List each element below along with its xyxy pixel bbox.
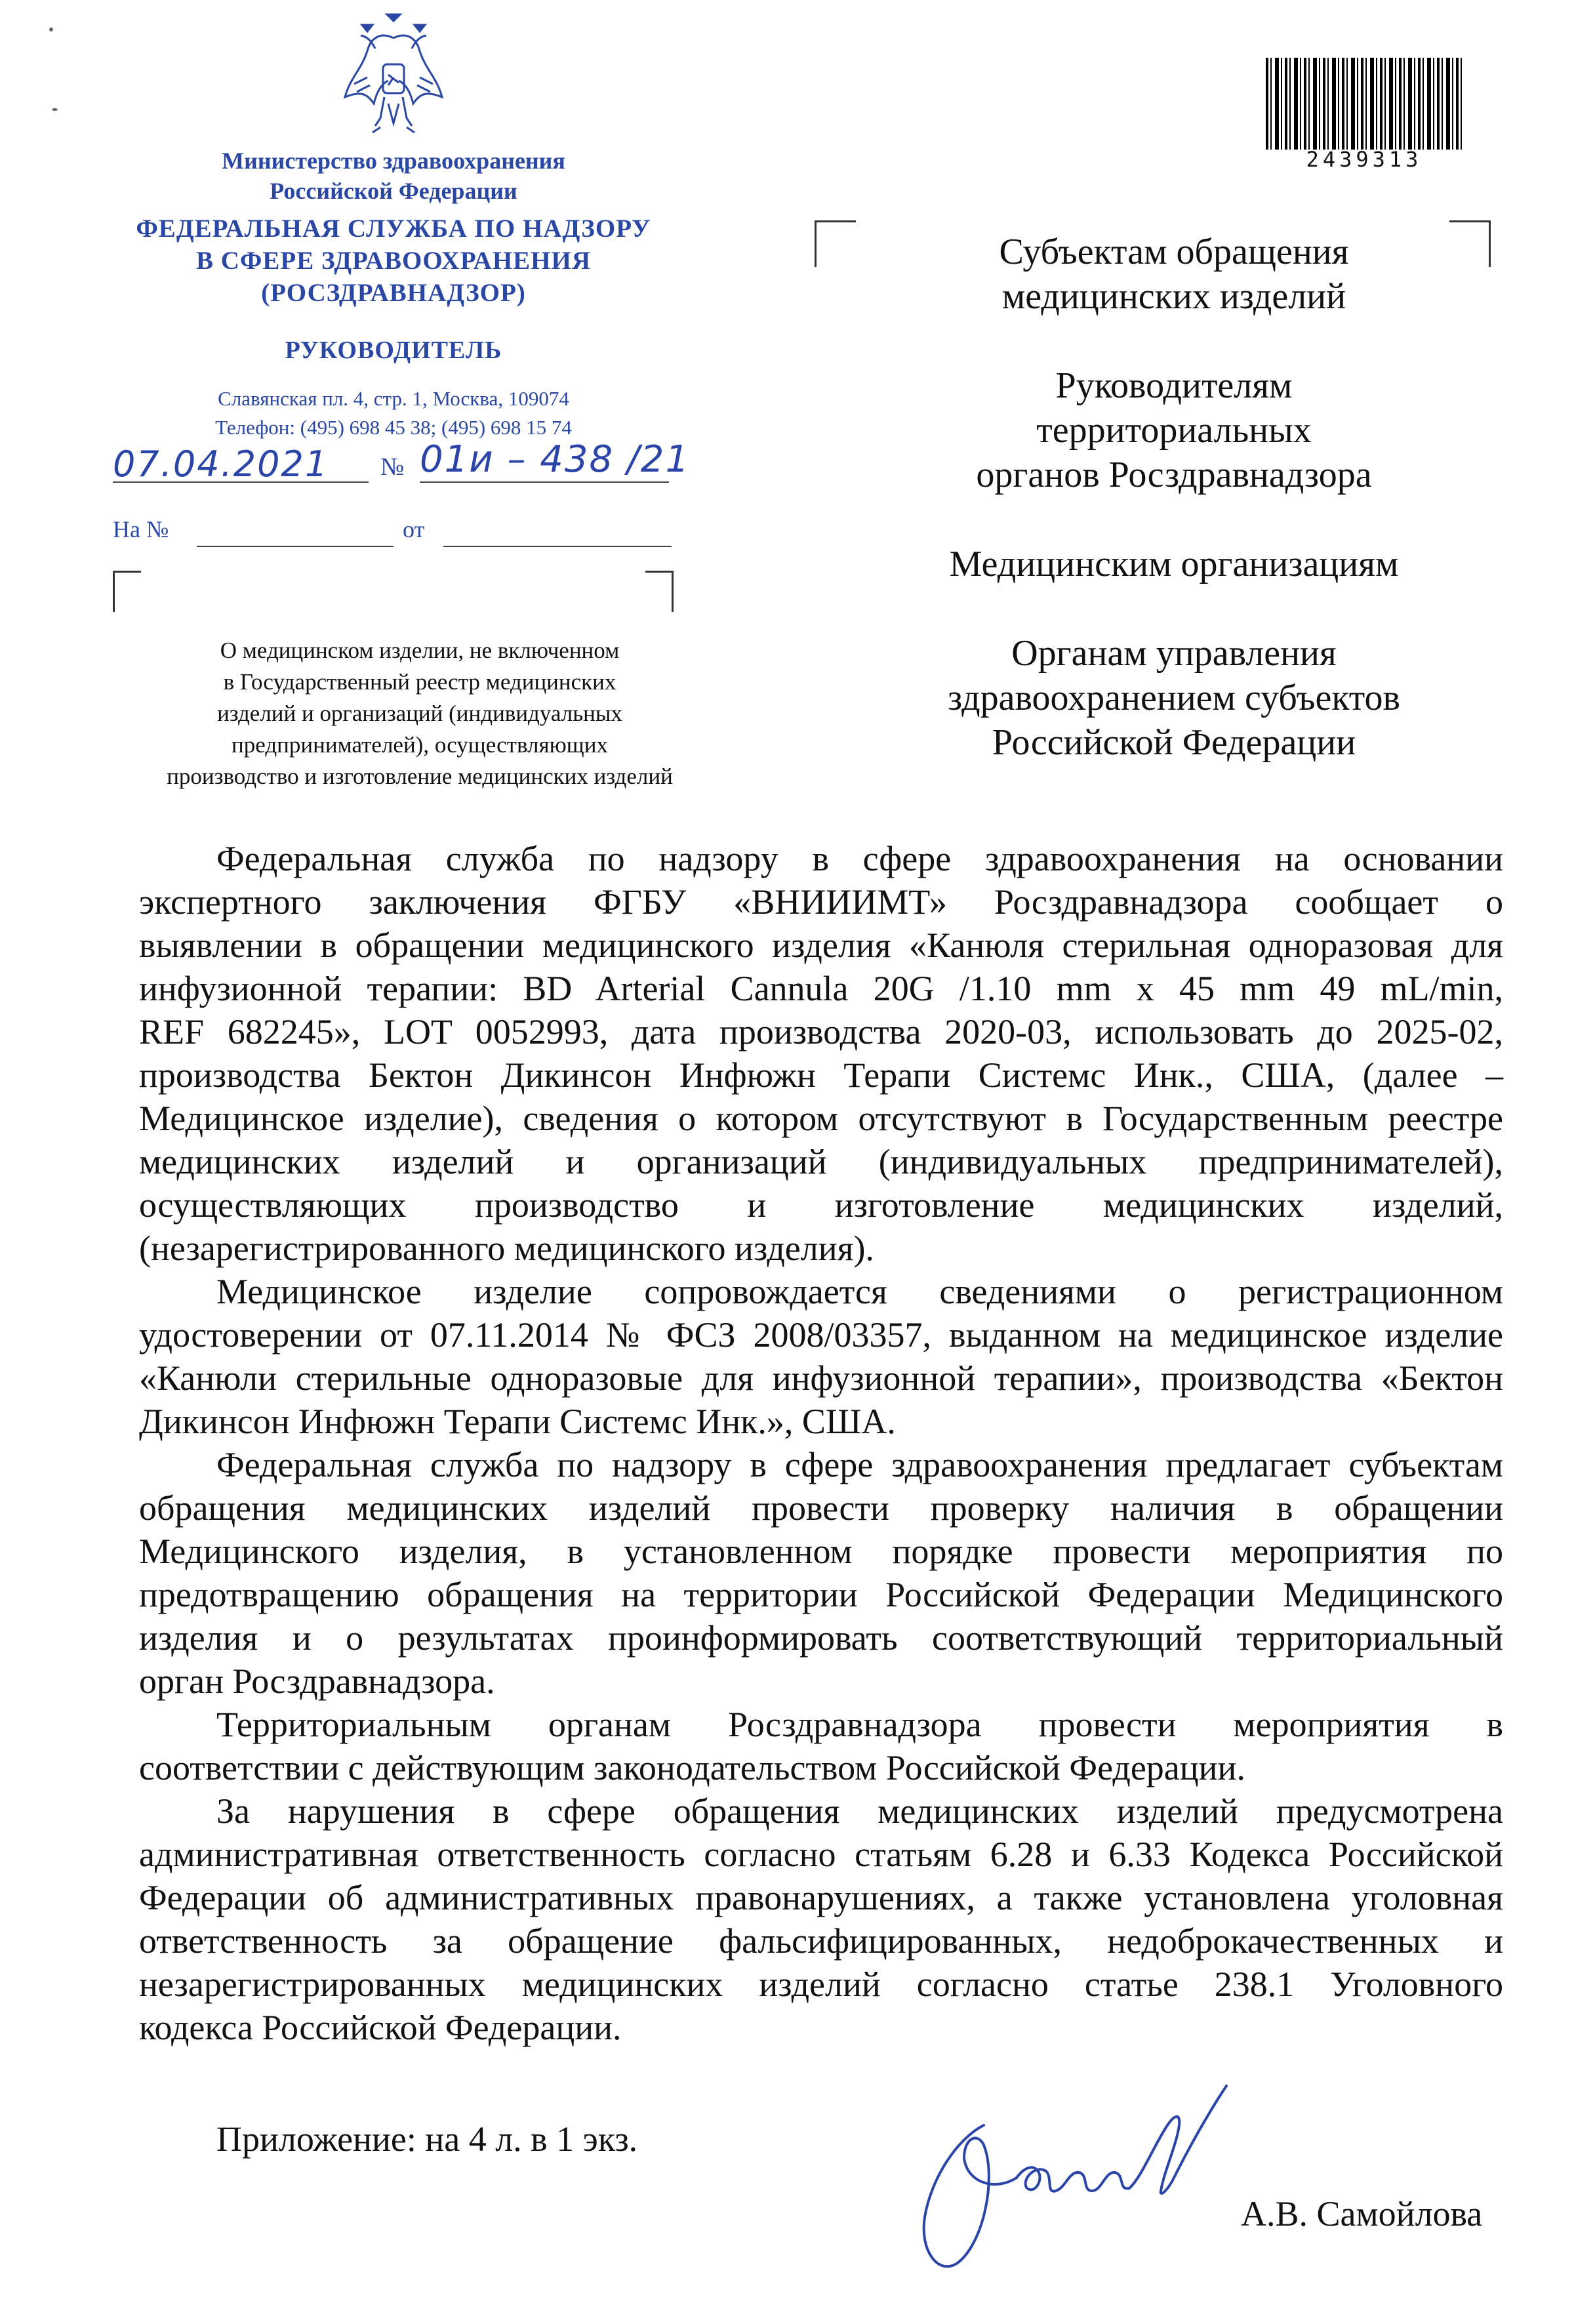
addressee-line: Субъектам обращения bbox=[999, 232, 1349, 272]
body-line: соответствии с действующим законодательством Российской Федерации. bbox=[139, 1748, 1245, 1787]
body-line: Федерации об административных правонарушениях, а также установлена уголовная bbox=[139, 1878, 1503, 1917]
body-line: Медицинского изделия, в установленном порядке провести мероприятия по bbox=[139, 1532, 1503, 1571]
coat-of-arms-emblem bbox=[341, 12, 446, 136]
service-line-2: В СФЕРЕ ЗДРАВООХРАНЕНИЯ bbox=[195, 247, 592, 275]
letter-subject bbox=[105, 635, 735, 792]
addressee-line: Медицинским организациям bbox=[949, 544, 1399, 584]
subject-line: производство и изготовление медицинских изделий bbox=[167, 764, 673, 789]
addressee-line: органов Росздравнадзора bbox=[976, 455, 1372, 495]
body-line: Территориальным органам Росздравнадзора провести мероприятия в bbox=[216, 1705, 1503, 1744]
number-underline bbox=[420, 481, 669, 483]
addressee-line: территориальных bbox=[1036, 410, 1312, 451]
body-line: REF 682245», LOT 0052993, дата производства 2020-03, использовать до 2025-02, bbox=[139, 1012, 1503, 1051]
service-name bbox=[98, 213, 689, 309]
body-line: незарегистрированных медицинских изделий согласно статье 238.1 Уголовного bbox=[139, 1965, 1503, 2004]
subject-line: изделий и организаций (индивидуальных bbox=[217, 701, 622, 726]
body-line: «Канюли стерильные одноразовые для инфузионной терапии», производства «Бектон bbox=[139, 1358, 1503, 1398]
signatory-name: А.В. Самойлова bbox=[1241, 2194, 1483, 2233]
barcode-number: 2439313 bbox=[1306, 147, 1423, 172]
addressee-group bbox=[879, 631, 1469, 765]
addressee-line: Руководителям bbox=[1055, 365, 1293, 406]
body-line: инфузионной терапии: BD Arterial Cannula 20G /1.10 mm x 45 mm 49 mL/min, bbox=[139, 969, 1503, 1008]
body-line: Федеральная служба по надзору в сфере здравоохранения предлагает субъектам bbox=[216, 1445, 1503, 1484]
body-line: обращения медицинских изделий провести проверку наличия в обращении bbox=[139, 1488, 1503, 1528]
body-line: Медицинское изделие сопровождается сведениями о регистрационном bbox=[216, 1272, 1503, 1311]
service-line-1: ФЕДЕРАЛЬНАЯ СЛУЖБА ПО НАДЗОРУ bbox=[136, 214, 651, 243]
service-line-3: (РОСЗДРАВНАДЗОР) bbox=[261, 279, 526, 307]
body-line: Медицинское изделие), сведения о котором отсутствуют в Государственным реестре bbox=[139, 1099, 1503, 1138]
subject-bracket-right bbox=[645, 571, 674, 612]
body-line: (незарегистрированного медицинского изделия). bbox=[139, 1229, 874, 1268]
body-line: За нарушения в сфере обращения медицинских изделий предусмотрена bbox=[216, 1791, 1503, 1831]
body-line: административная ответственность согласно статьям 6.28 и 6.33 Кодекса Российской bbox=[139, 1835, 1503, 1874]
body-line: удостоверении от 07.11.2014 № ФСЗ 2008/03357, выданном на медицинское изделие bbox=[139, 1315, 1503, 1355]
attachment-note: Приложение: на 4 л. в 1 экз. bbox=[216, 2119, 638, 2159]
subject-line: в Государственный реестр медицинских bbox=[223, 669, 616, 695]
addressee-line: Российской Федерации bbox=[992, 722, 1356, 763]
body-line: ответственность за обращение фальсифицированных, недоброкачественных и bbox=[139, 1921, 1503, 1961]
reply-date-line bbox=[443, 546, 672, 547]
subject-line: предпринимателей), осуществляющих bbox=[232, 732, 608, 758]
contacts bbox=[98, 384, 689, 442]
phone: Телефон: (495) 698 45 38; (495) 698 15 74 bbox=[215, 416, 572, 439]
from-label: от bbox=[403, 516, 425, 542]
subject-bracket-left bbox=[113, 571, 141, 612]
ministry-line-2: Российской Федерации bbox=[270, 178, 517, 204]
body-line: производства Бектон Дикинсон Инфюжн Терапи Систeмс Инк., США, (далее – bbox=[139, 1055, 1503, 1095]
body-line: осуществляющих производство и изготовление медицинских изделий, bbox=[139, 1185, 1503, 1225]
reply-number-line bbox=[197, 546, 394, 547]
ministry-name bbox=[98, 146, 689, 206]
scan-speck bbox=[49, 28, 53, 31]
scan-speck bbox=[52, 108, 58, 111]
reply-label: На № bbox=[113, 516, 169, 542]
body-line: кодекса Российской Федерации. bbox=[139, 2008, 622, 2047]
body-line: предотвращению обращения на территории Российской Федерации Медицинского bbox=[139, 1575, 1503, 1614]
addressee-group bbox=[879, 542, 1469, 586]
ministry-line-1: Министерство здравоохранения bbox=[222, 148, 565, 174]
address: Славянская пл. 4, стр. 1, Москва, 109074 bbox=[218, 387, 569, 410]
addressee-group bbox=[879, 230, 1469, 319]
body-line: экспертного заключения ФГБУ «ВНИИИМТ» Росздравнадзора сообщает о bbox=[139, 882, 1503, 922]
subject-line: О медицинском изделии, не включенном bbox=[220, 638, 620, 663]
position-title: РУКОВОДИТЕЛЬ bbox=[285, 336, 502, 364]
body-line: орган Росздравнадзора. bbox=[139, 1661, 495, 1701]
barcode bbox=[1266, 58, 1463, 150]
body-line: изделия и о результатах проинформировать соответствующий территориальный bbox=[139, 1618, 1503, 1658]
addressee-line: здравоохранением субъектов bbox=[948, 678, 1400, 718]
body-line: Дикинсон Инфюжн Терапи Системс Инк.», США. bbox=[139, 1402, 896, 1441]
addressee-group bbox=[879, 363, 1469, 497]
number-sign: № bbox=[380, 453, 405, 481]
date-underline bbox=[113, 481, 369, 483]
addressee-bracket-left bbox=[815, 220, 856, 267]
registration-number: 01и – 438 /21 bbox=[420, 438, 691, 481]
addressee-line: медицинских изделий bbox=[1001, 276, 1346, 317]
body-line: выявлении в обращении медицинского изделия «Канюля стерильная одноразовая для bbox=[139, 926, 1503, 965]
registration-date: 07.04.2021 bbox=[113, 443, 329, 485]
body-line: медицинских изделий и организаций (индивидуальных предпринимателей), bbox=[139, 1142, 1503, 1181]
addressee-line: Органам управления bbox=[1011, 633, 1337, 674]
handwritten-signature bbox=[905, 2066, 1272, 2283]
body-line: Федеральная служба по надзору в сфере здравоохранения на основании bbox=[216, 839, 1503, 878]
